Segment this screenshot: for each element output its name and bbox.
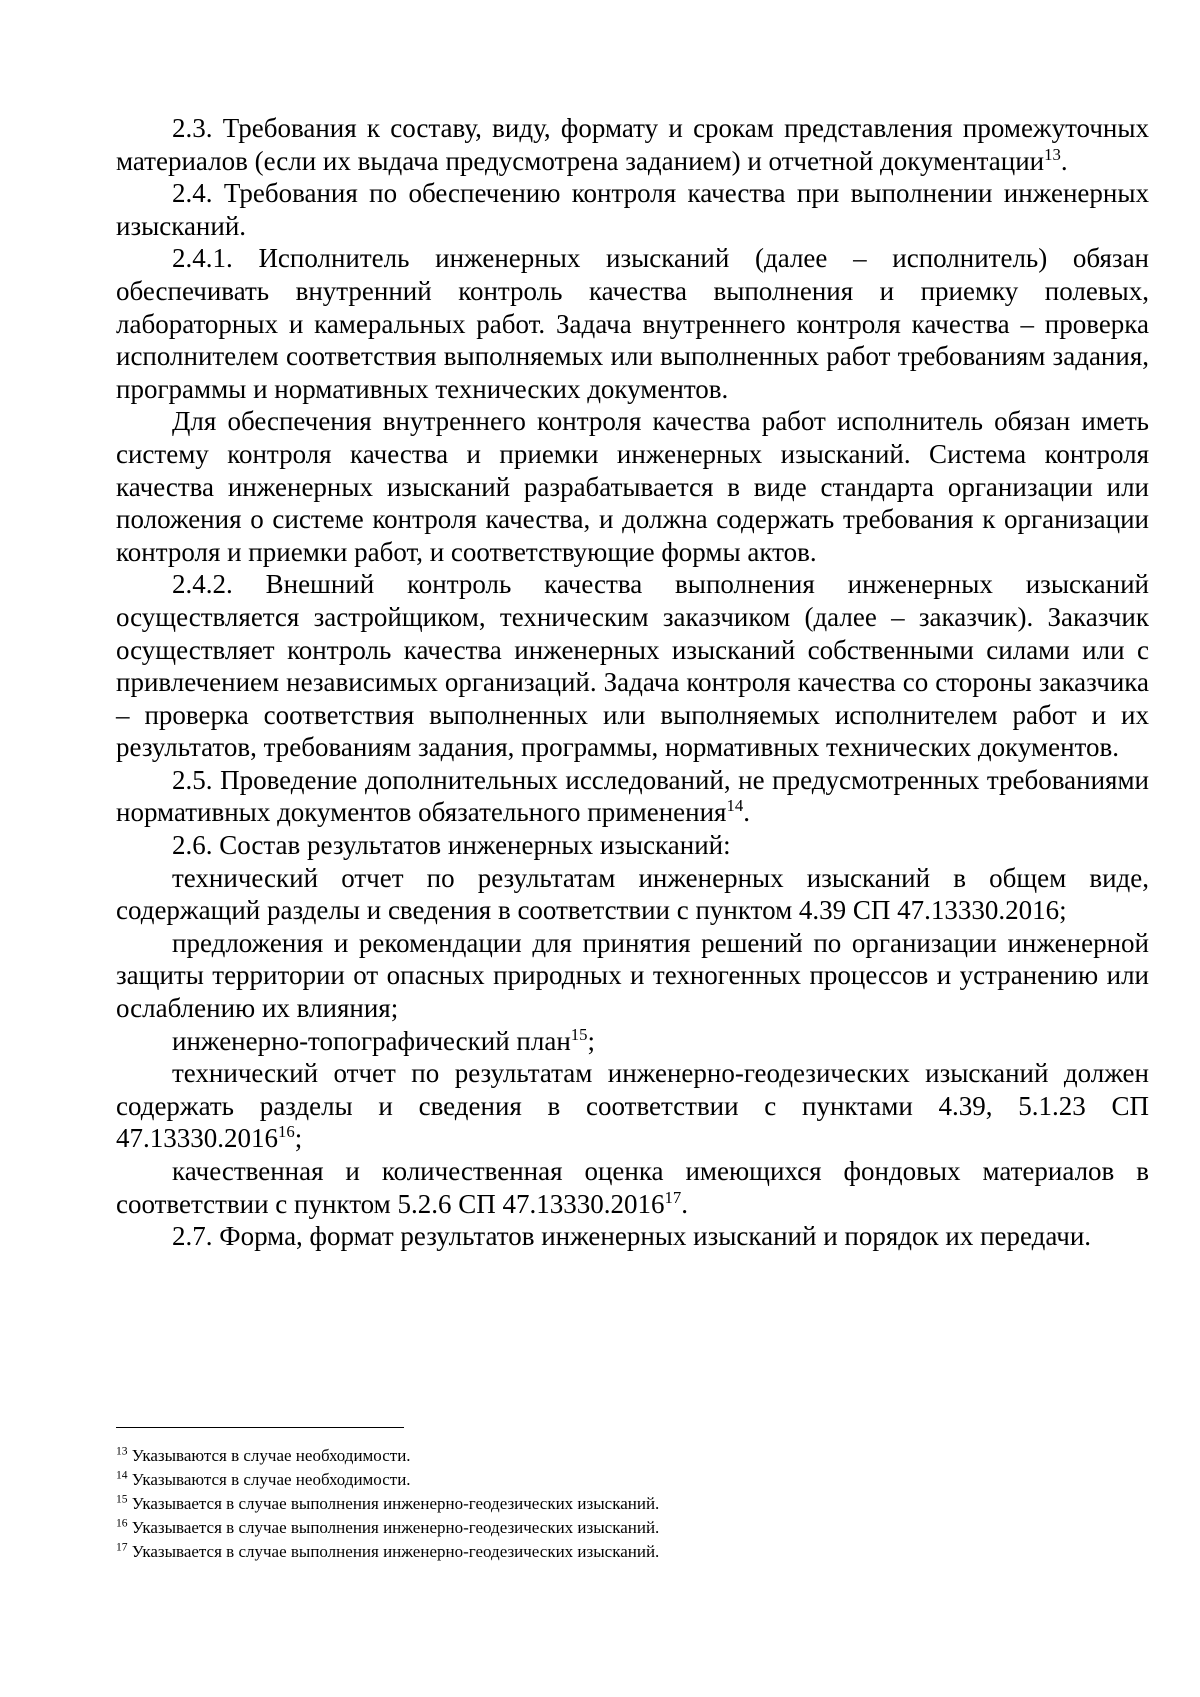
paragraph-text: 2.4. Требования по обеспечению контроля качества при выполнении инженерных изысканий. (116, 178, 1149, 241)
footnote-13 (116, 1444, 1149, 1468)
footnote-text: Указывается в случае выполнения инженерно-геодезических изысканий. (131, 1494, 660, 1513)
paragraph-tail: ; (294, 1123, 303, 1154)
paragraph-tail: . (1060, 145, 1068, 176)
paragraph-text: технический отчет по результатам инженерных изысканий в общем виде, содержащий разделы и сведения в соответствии с пунктом 4.39 СП 47.13330.2016; (116, 862, 1149, 926)
paragraph-text: 2.4.2. Внешний контроль качества выполнения инженерных изысканий осуществляется застройщиком, техническим заказчиком (далее – заказчик). Заказчик осуществляет контроль качества инженерных изысканий собственными силами или с привлечением независимых организаций. Задача контроля качества со стороны заказчика – проверка соответствия выполненных или выполняемых исполнителем работ и их результатов, требованиям задания, программы, нормативных технических документов. (116, 569, 1149, 763)
paragraph-2-6 (116, 829, 1149, 862)
footnote-ref: 14 (726, 796, 744, 816)
paragraph-text: 2.5. Проведение дополнительных исследований, не предусмотренных требованиями нормативных документов обязательного применения (116, 764, 1149, 828)
paragraph-text: Для обеспечения внутреннего контроля качества работ исполнитель обязан иметь систему контроля качества и приемки инженерных изысканий. Система контроля качества инженерных изысканий разрабатывается в виде стандарта организации или положения о системе контроля качества, и должна содержать требования к организации контроля и приемки работ, и соответствующие формы актов. (116, 406, 1149, 567)
paragraph-text: 2.6. Состав результатов инженерных изысканий: (172, 830, 731, 861)
paragraph-2-4-1 (116, 242, 1149, 405)
paragraph-tail: ; (587, 1025, 596, 1056)
paragraph-text: технический отчет по результатам инженерно-геодезических изысканий должен содержать разделы и сведения в соответствии с пунктами 4.39, 5.1.23 СП 47.13330.2016 (116, 1058, 1149, 1154)
footnote-ref: 16 (278, 1122, 295, 1142)
paragraph-2-4-2 (116, 568, 1149, 764)
footnote-separator (116, 1427, 404, 1428)
footnote-ref: 15 (570, 1024, 588, 1044)
paragraph-text: 2.4.1. Исполнитель инженерных изысканий (далее – исполнитель) обязан обеспечивать внутренний контроль качества выполнения и приемку полевых, лабораторных и камеральных работ. Задача внутреннего контроля качества – проверка исполнителем соответствия выполняемых или выполненных работ требованиям задания, программы и нормативных технических документов. (116, 243, 1149, 404)
footnotes (116, 1444, 1149, 1564)
footnote-14 (116, 1468, 1149, 1492)
footnote-text: Указывается в случае выполнения инженерно-геодезических изысканий. (131, 1518, 660, 1537)
paragraph-2-3 (116, 112, 1149, 177)
paragraph-text: предложения и рекомендации для принятия решений по организации инженерной защиты территории от опасных природных и техногенных процессов и устранению или ослаблению их влияния; (116, 927, 1149, 1024)
paragraph-2-4 (116, 177, 1149, 242)
footnote-text: Указываются в случае необходимости. (131, 1446, 411, 1465)
footnote-number: 14 (116, 1468, 128, 1482)
footnote-ref: 13 (1044, 144, 1061, 164)
paragraph-text: инженерно-топографический план (172, 1025, 571, 1056)
footnote-ref: 17 (664, 1187, 682, 1207)
list-item-proposals (116, 927, 1149, 1025)
list-item-fund-materials (116, 1155, 1149, 1220)
footnote-number: 16 (116, 1516, 128, 1530)
footnote-number: 13 (116, 1444, 128, 1458)
paragraph-text: качественная и количественная оценка имеющихся фондовых материалов в соответствии с пунктом 5.2.6 СП 47.13330.2016 (116, 1156, 1149, 1219)
footnote-text: Указываются в случае необходимости. (131, 1470, 411, 1489)
footnote-15 (116, 1492, 1149, 1516)
paragraph-text: 2.7. Форма, формат результатов инженерных изысканий и порядок их передачи. (172, 1221, 1092, 1252)
footnote-number: 17 (116, 1540, 128, 1554)
list-item-geodetic-report (116, 1057, 1149, 1155)
footnote-16 (116, 1516, 1149, 1540)
list-item-topographic-plan (116, 1025, 1149, 1058)
footnote-number: 15 (116, 1492, 128, 1506)
paragraph-internal-control-system (116, 405, 1149, 568)
paragraph-tail: . (681, 1188, 688, 1219)
paragraph-text: 2.3. Требования к составу, виду, формату и срокам представления промежуточных материалов (если их выдача предусмотрена заданием) и отчетной документации (116, 113, 1149, 176)
footnote-text: Указывается в случае выполнения инженерно-геодезических изысканий. (131, 1542, 660, 1561)
paragraph-tail: . (743, 797, 750, 828)
paragraph-2-5 (116, 764, 1149, 829)
footnote-17 (116, 1540, 1149, 1564)
body-text (116, 112, 1149, 1253)
paragraph-2-7 (116, 1220, 1149, 1253)
list-item-technical-report (116, 862, 1149, 927)
